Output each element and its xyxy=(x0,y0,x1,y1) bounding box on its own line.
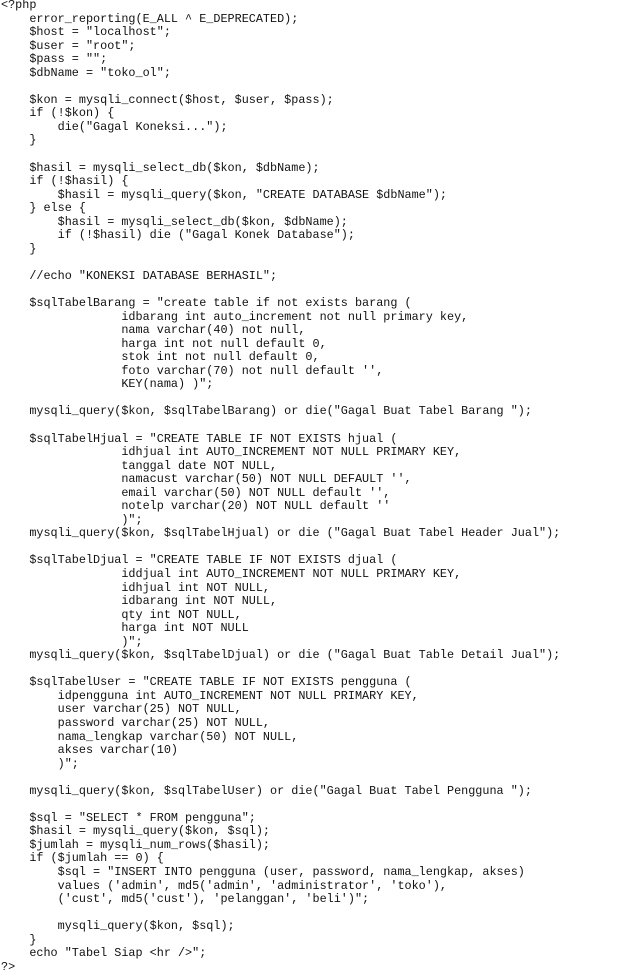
code-line: } xyxy=(1,932,37,947)
code-line: die("Gagal Koneksi..."); xyxy=(1,119,228,134)
code-line: harga int not null default 0, xyxy=(1,336,327,351)
code-line: foto varchar(70) not null default '', xyxy=(1,363,384,378)
code-line: echo "Tabel Siap <hr />"; xyxy=(1,946,207,961)
code-line: $pass = ""; xyxy=(1,52,108,67)
code-line xyxy=(1,907,560,921)
code-line: $sql = "INSERT INTO pengguna (user, password, nama_lengkap, akses) xyxy=(1,865,525,879)
code-line: $hasil = mysqli_query($kon, $sql); xyxy=(1,824,271,839)
code-line: $hasil = mysqli_query($kon, "CREATE DATABASE $dbName"); xyxy=(1,187,447,202)
code-line: notelp varchar(20) NOT NULL default '' xyxy=(1,499,391,514)
code-line: $sql = "SELECT * FROM pengguna"; xyxy=(1,810,256,825)
code-line: $hasil = mysqli_select_db($kon, $dbName); xyxy=(1,214,348,229)
php-source-code xyxy=(1,0,560,974)
code-line: $sqlTabelDjual = "CREATE TABLE IF NOT EXISTS djual ( xyxy=(1,553,398,568)
code-line xyxy=(1,392,560,406)
code-line xyxy=(1,771,560,785)
code-line: idpengguna int AUTO_INCREMENT NOT NULL PRIMARY KEY, xyxy=(1,688,419,703)
code-line: ('cust', md5('cust'), 'pelanggan', 'beli')"; xyxy=(1,892,370,907)
code-line: if (!$kon) { xyxy=(1,106,115,121)
code-line: <?php xyxy=(1,0,37,12)
code-line: mysqli_query($kon, $sqlTabelBarang) or die("Gagal Buat Tabel Barang "); xyxy=(1,404,532,419)
code-line: if (!$hasil) { xyxy=(1,174,129,189)
code-line: email varchar(50) NOT NULL default '', xyxy=(1,485,391,500)
code-line: mysqli_query($kon, $sql); xyxy=(1,919,235,934)
code-line xyxy=(1,541,560,555)
code-line xyxy=(1,256,560,270)
code-line: qty int NOT NULL, xyxy=(1,607,242,622)
code-line: $jumlah = mysqli_num_rows($hasil); xyxy=(1,837,271,852)
code-line: } else { xyxy=(1,201,86,216)
code-line: if (!$hasil) die ("Gagal Konek Database"); xyxy=(1,228,355,243)
code-line: $hasil = mysqli_select_db($kon, $dbName); xyxy=(1,160,320,175)
code-line: harga int NOT NULL xyxy=(1,621,249,636)
code-line xyxy=(1,419,560,433)
code-line xyxy=(1,283,560,297)
code-line: password varchar(25) NOT NULL, xyxy=(1,715,271,730)
code-line: $sqlTabelUser = "CREATE TABLE IF NOT EXISTS pengguna ( xyxy=(1,675,412,690)
code-line: $user = "root"; xyxy=(1,38,136,53)
code-line: stok int not null default 0, xyxy=(1,350,320,365)
code-line: $host = "localhost"; xyxy=(1,25,171,40)
code-line: mysqli_query($kon, $sqlTabelHjual) or die ("Gagal Buat Tabel Header Jual"); xyxy=(1,526,561,541)
code-line: iddjual int AUTO_INCREMENT NOT NULL PRIMARY KEY, xyxy=(1,566,462,581)
code-line: akses varchar(10) xyxy=(1,743,178,758)
code-line: )"; xyxy=(1,512,143,527)
code-line: )"; xyxy=(1,634,143,649)
code-line: idhjual int NOT NULL, xyxy=(1,580,271,595)
code-line xyxy=(1,798,560,812)
code-line: tanggal date NOT NULL, xyxy=(1,458,278,473)
code-line: KEY(nama) )"; xyxy=(1,377,214,392)
code-line: $sqlTabelHjual = "CREATE TABLE IF NOT EXISTS hjual ( xyxy=(1,431,398,446)
code-line: $kon = mysqli_connect($host, $user, $pass); xyxy=(1,92,334,107)
code-line: if ($jumlah == 0) { xyxy=(1,851,164,866)
code-line: } xyxy=(1,241,37,256)
code-line: values ('admin', md5('admin', 'administrator', 'toko'), xyxy=(1,878,447,893)
code-line xyxy=(1,80,560,94)
code-line: error_reporting(E_ALL ^ E_DEPRECATED); xyxy=(1,11,299,26)
code-line: idbarang int NOT NULL, xyxy=(1,594,278,609)
code-line: //echo "KONEKSI DATABASE BERHASIL"; xyxy=(1,268,278,283)
code-line: mysqli_query($kon, $sqlTabelUser) or die("Gagal Buat Tabel Pengguna "); xyxy=(1,783,532,798)
code-line: user varchar(25) NOT NULL, xyxy=(1,702,242,717)
code-line: $sqlTabelBarang = "create table if not exists barang ( xyxy=(1,296,412,311)
code-line: namacust varchar(50) NOT NULL DEFAULT '', xyxy=(1,472,412,487)
code-line: idbarang int auto_increment not null primary key, xyxy=(1,309,469,324)
code-line xyxy=(1,663,560,677)
code-line xyxy=(1,148,560,162)
code-line: nama_lengkap varchar(50) NOT NULL, xyxy=(1,729,299,744)
code-line: )"; xyxy=(1,756,79,771)
code-line: ?> xyxy=(1,959,16,974)
code-line: nama varchar(40) not null, xyxy=(1,323,306,338)
code-line: mysqli_query($kon, $sqlTabelDjual) or die ("Gagal Buat Table Detail Jual"); xyxy=(1,648,561,663)
code-line: idhjual int AUTO_INCREMENT NOT NULL PRIMARY KEY, xyxy=(1,445,462,460)
code-line: $dbName = "toko_ol"; xyxy=(1,65,171,80)
code-line: } xyxy=(1,133,37,148)
